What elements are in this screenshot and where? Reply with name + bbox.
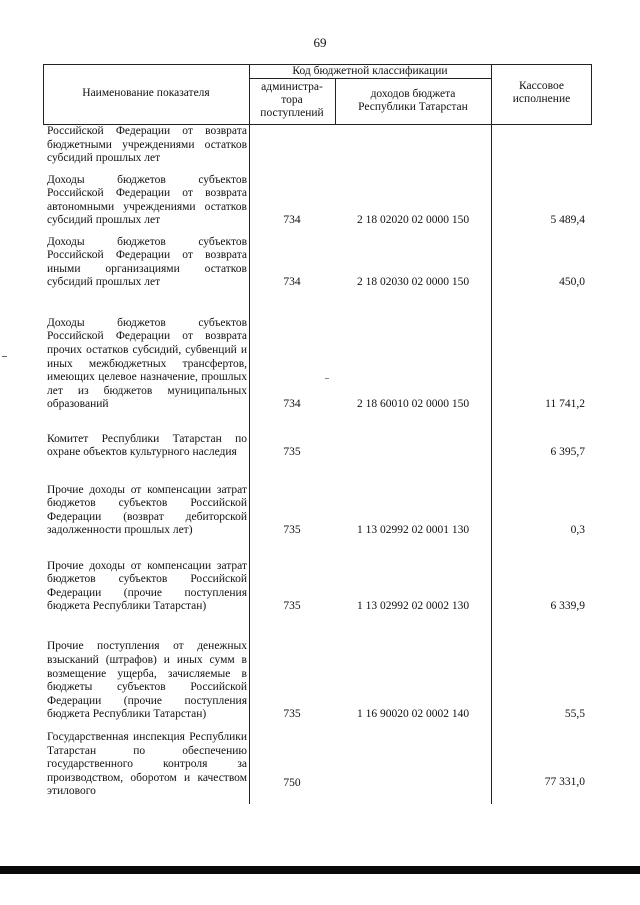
row-admin: 735	[283, 708, 301, 721]
table-row	[43, 621, 592, 722]
row-admin: 734	[283, 398, 301, 411]
header-amount: Кассовое исполнение	[512, 80, 571, 105]
row-admin: 735	[283, 600, 301, 613]
group-header-underline	[249, 78, 492, 79]
row-name: Комитет Республики Татарстан по охране объектов культурного наследия	[47, 432, 247, 459]
row-name: Доходы бюджетов субъектов Российской Федерации от возврата иными организациями остатков субсидий прошлых лет	[47, 235, 247, 289]
table-right-border	[591, 64, 592, 124]
table-row	[43, 544, 592, 614]
row-name: Прочие доходы от компенсации затрат бюджетов субъектов Российской Федерации (прочие поступления бюджета Республики Татарстан)	[47, 559, 247, 613]
row-name: Доходы бюджетов субъектов Российской Федерации от возврата прочих остатков субсидий, субвенций и иных межбюджетных трансфертов, имеющих целевое назначение, прошлых лет из бюджетов муниципальных образований	[47, 316, 247, 411]
row-name: Российской Федерации от возврата бюджетными учреждениями остатков субсидий прошлых лет	[47, 125, 247, 165]
table-row	[43, 124, 592, 166]
header-group-title: Код бюджетной классификации	[292, 65, 448, 77]
row-code: 1 16 90020 02 0002 140	[356, 708, 470, 721]
row-name: Государственная инспекция Республики Татарстан по обеспечению государственного контроля за производством, оборотом и качеством этилового	[47, 731, 247, 798]
row-amount: 0,3	[570, 524, 585, 537]
scan-artifact	[325, 378, 329, 379]
row-code: 2 18 60010 02 0000 150	[356, 398, 470, 411]
row-admin: 735	[283, 524, 301, 537]
row-amount: 6 339,9	[550, 600, 585, 613]
table-row	[43, 728, 592, 799]
col-divider-code	[335, 78, 336, 124]
row-admin: 735	[283, 446, 301, 459]
row-name: Доходы бюджетов субъектов Российской Федерации от возврата автономными учреждениями остатков субсидий прошлых лет	[47, 173, 247, 227]
row-amount: 77 331,0	[544, 776, 585, 789]
row-amount: 55,5	[564, 708, 585, 721]
page-number: 69	[313, 35, 327, 50]
row-amount: 5 489,4	[550, 214, 585, 227]
row-code: 2 18 02030 02 0000 150	[356, 276, 470, 289]
scan-artifact	[2, 356, 7, 357]
budget-table	[43, 64, 592, 804]
row-amount: 450,0	[559, 276, 585, 289]
header-admin: администра-тора поступлений	[260, 81, 324, 119]
table-row	[43, 297, 592, 412]
table-row	[43, 418, 592, 460]
row-code: 1 13 02992 02 0002 130	[356, 600, 470, 613]
row-admin: 750	[283, 777, 301, 790]
header-name: Наименование показателя	[82, 87, 210, 99]
row-admin: 734	[283, 214, 301, 227]
header-income: доходов бюджета Республики Татарстан	[358, 88, 468, 113]
row-admin: 734	[283, 276, 301, 289]
row-name: Прочие доходы от компенсации затрат бюджетов субъектов Российской Федерации (возврат дебиторской задолженности прошлых лет)	[47, 483, 247, 537]
row-amount: 11 741,2	[545, 398, 585, 411]
row-name: Прочие поступления от денежных взысканий (штрафов) и иных сумм в возмещение ущерба, зачисляемые в бюджеты субъектов Российской Федерации (прочие поступления бюджета Республики Татарстан)	[47, 640, 247, 721]
table-row	[43, 467, 592, 538]
row-code: 2 18 02020 02 0000 150	[356, 214, 470, 227]
row-code: 1 13 02992 02 0001 130	[356, 524, 470, 537]
table-row	[43, 172, 592, 228]
row-amount: 6 395,7	[550, 446, 585, 459]
scan-border-bar	[0, 866, 640, 874]
table-row	[43, 234, 592, 290]
